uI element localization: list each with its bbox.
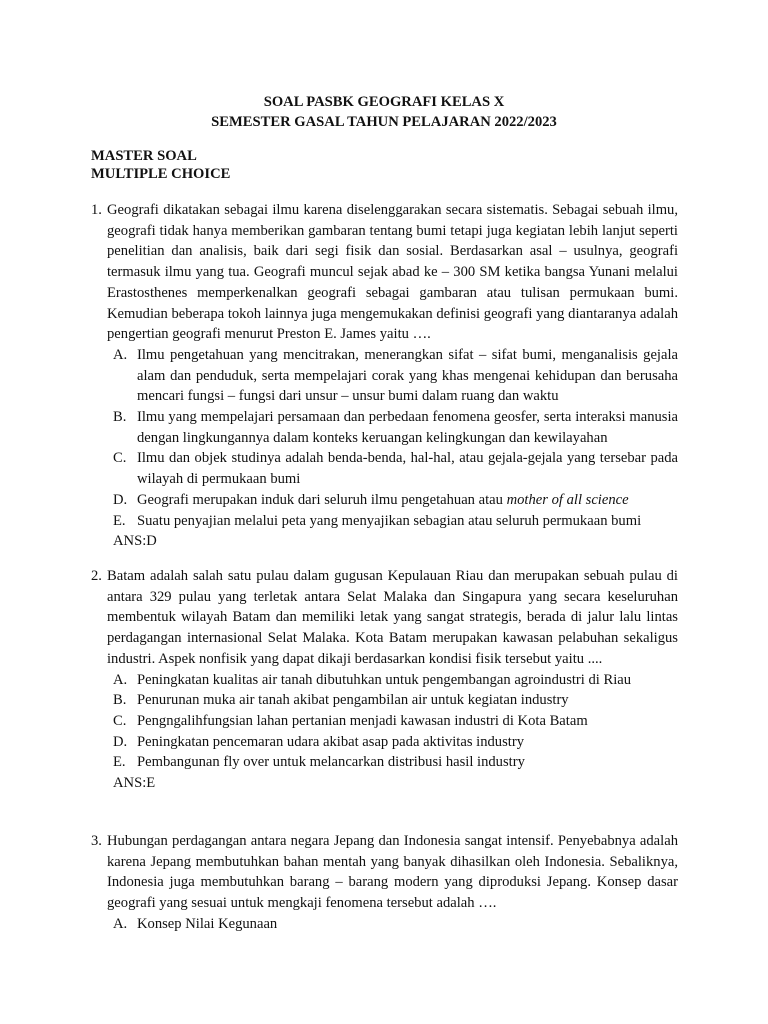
option-letter: B.: [113, 409, 127, 426]
option-a: [113, 670, 678, 691]
option-letter: C.: [113, 450, 127, 467]
option-letter: E.: [113, 754, 126, 771]
option-text: Pengngalihfungsian lahan pertanian menjadi kawasan industri di Kota Batam: [137, 712, 588, 729]
option-a: [113, 914, 678, 935]
document-title: SOAL PASBK GEOGRAFI KELAS X: [263, 94, 505, 110]
question-1: [91, 200, 678, 552]
option-c: [113, 711, 678, 732]
question-text: Batam adalah salah satu pulau dalam gugusan Kepulauan Riau dan merupakan sebuah pulau di antara 329 pulau yang terletak antara Selat Malaka dan Singapura yang secara keseluruhan membentuk wilayah Batam dan memiliki letak yang sangat strategis, berada di jalur lalu lintas perdagangan internasional Selat Malaka. Kota Batam merupakan kawasan pelabuhan sekaligus industri. Aspek nonfisik yang dapat dikaji berdasarkan kondisi fisik tersebut yaitu ....: [107, 568, 678, 667]
option-b: [113, 407, 678, 448]
option-text: Suatu penyajian melalui peta yang menyajikan sebagian atau seluruh permukaan bumi: [137, 512, 642, 529]
document-subtitle: SEMESTER GASAL TAHUN PELAJARAN 2022/2023: [211, 114, 557, 130]
option-c: [113, 448, 678, 489]
option-list: [113, 670, 678, 774]
option-text: Geografi merupakan induk dari seluruh ilmu pengetahuan atau: [137, 491, 507, 508]
option-text: Penurunan muka air tanah akibat pengambilan air untuk kegiatan industry: [137, 692, 569, 709]
option-text: Pembangunan fly over untuk melancarkan distribusi hasil industry: [137, 754, 525, 771]
section-subheading: MULTIPLE CHOICE: [91, 166, 231, 182]
option-d: [113, 490, 678, 511]
option-text: Konsep Nilai Kegunaan: [137, 915, 278, 932]
option-text: Ilmu pengetahuan yang mencitrakan, menerangkan sifat – sifat bumi, menganalisis gejala alam dan penduduk, serta mempelajari corak yang khas mengenai kehidupan dan berusaha mencari fungsi – fungsi dari unsur – unsur bumi dalam ruang dan waktu: [137, 346, 678, 405]
option-letter: D.: [113, 491, 128, 508]
option-letter: C.: [113, 712, 127, 729]
question-2: [91, 566, 678, 794]
question-number: 1.: [91, 202, 102, 218]
option-letter: E.: [113, 512, 126, 529]
option-d: [113, 732, 678, 753]
option-text: Peningkatan kualitas air tanah dibutuhkan untuk pengembangan agroindustri di Riau: [137, 671, 632, 688]
option-e: [113, 752, 678, 773]
option-letter: A.: [113, 671, 128, 688]
question-text: Hubungan perdagangan antara negara Jepang dan Indonesia sangat intensif. Penyebabnya adalah karena Jepang membutuhkan bahan mentah yang banyak dihasilkan oleh Indonesia. Sebaliknya, Indonesia juga membutuhkan barang – barang modern yang diproduksi Jepang. Konsep dasar geografi yang sesuai untuk mengkaji fenomena tersebut adalah ….: [107, 833, 678, 912]
question-number: 3.: [91, 833, 102, 849]
option-letter: A.: [113, 915, 128, 932]
option-list: [113, 914, 678, 935]
answer-key: ANS:E: [113, 775, 156, 792]
option-list: [113, 345, 678, 531]
option-e: [113, 511, 678, 532]
option-text: Ilmu dan objek studinya adalah benda-benda, hal-hal, atau gejala-gejala yang tersebar pada wilayah di permukaan bumi: [137, 450, 678, 488]
option-letter: B.: [113, 692, 127, 709]
option-italic-text: mother of all science: [506, 491, 629, 508]
answer-key: ANS:D: [113, 533, 157, 550]
option-a: [113, 345, 678, 407]
option-text: Peningkatan pencemaran udara akibat asap pada aktivitas industry: [137, 733, 524, 750]
question-text: Geografi dikatakan sebagai ilmu karena diselenggarakan secara sistematis. Sebagai sebuah ilmu, geografi tidak hanya memberikan gambaran tentang bumi tetapi juga kegiatan lebih lanjut seperti penelitian dan analisis, baik dari segi fisik dan sosial. Berdasarkan asal – usulnya, geografi termasuk ilmu yang tua. Geografi muncul sejak abad ke – 300 SM ketika bangsa Yunani melalui Erastosthenes memperkenalkan geografi sebagai gambaran atau tulisan permukaan bumi. Kemudian beberapa tokoh lainnya juga mengemukakan definisi geografi yang diantaranya adalah pengertian geografi menurut Preston E. James yaitu ….: [107, 202, 678, 343]
option-letter: D.: [113, 733, 128, 750]
question-number: 2.: [91, 568, 102, 584]
option-text: Ilmu yang mempelajari persamaan dan perbedaan fenomena geosfer, serta interaksi manusia dengan lingkungannya dalam konteks keruangan kelingkungan dan kewilayahan: [137, 409, 678, 446]
question-3: [91, 831, 678, 935]
section-heading: MASTER SOAL: [91, 148, 197, 164]
option-letter: A.: [113, 346, 128, 363]
option-b: [113, 690, 678, 711]
